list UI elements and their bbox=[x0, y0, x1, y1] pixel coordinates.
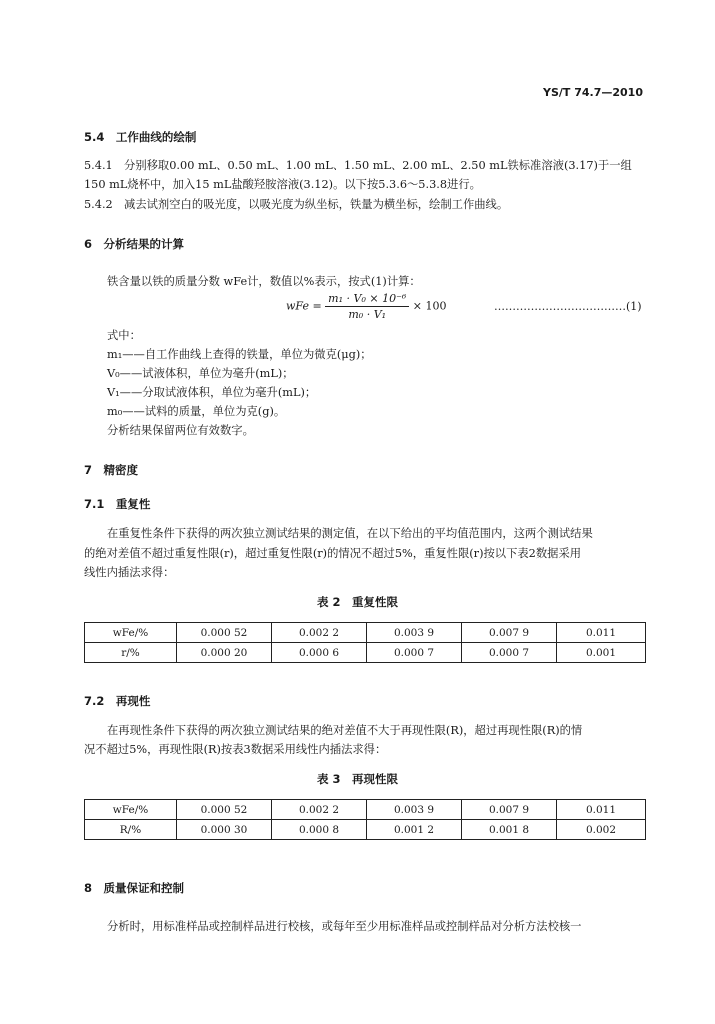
section-5-4-heading: 5.4 工作曲线的绘制 bbox=[84, 130, 197, 144]
formula bbox=[286, 292, 447, 321]
table-cell: 0.000 8 bbox=[272, 820, 367, 840]
formula-tail: × 100 bbox=[412, 299, 447, 313]
para-7-1-line2: 的绝对差值不超过重复性限(r)，超过重复性限(r)的情况不超过5%，重复性限(r)按以下表2数据采用 bbox=[84, 547, 582, 560]
para-8-line1: 分析时，用标准样品或控制样品进行校核，或每年至少用标准样品或控制样品对分析方法校核一 bbox=[107, 920, 582, 933]
table-cell: 0.002 2 bbox=[272, 800, 367, 820]
table-cell: 0.007 9 bbox=[462, 800, 557, 820]
standard-number: YS/T 74.7—2010 bbox=[543, 86, 643, 99]
table-cell: 0.003 9 bbox=[367, 623, 462, 643]
table-2-caption: 表 2 重复性限 bbox=[316, 595, 398, 609]
table-cell: 0.002 2 bbox=[272, 623, 367, 643]
table-cell: 0.000 20 bbox=[177, 643, 272, 663]
table-cell: 0.000 30 bbox=[177, 820, 272, 840]
section-7-2-heading: 7.2 再现性 bbox=[84, 694, 151, 708]
significant-digits-note: 分析结果保留两位有效数字。 bbox=[107, 424, 254, 437]
formula-numerator: m₁ · V₀ × 10⁻⁶ bbox=[325, 292, 409, 307]
table-cell: 0.000 52 bbox=[177, 623, 272, 643]
para-7-2-line2: 况不超过5%，再现性限(R)按表3数据采用线性内插法求得： bbox=[84, 743, 387, 756]
table-cell: 0.003 9 bbox=[367, 800, 462, 820]
table-cell: 0.007 9 bbox=[462, 623, 557, 643]
definition-v0: V₀——试液体积，单位为毫升(mL)； bbox=[107, 367, 294, 380]
table-cell: 0.001 8 bbox=[462, 820, 557, 840]
table-cell: 0.002 bbox=[557, 820, 646, 840]
table-3-caption: 表 3 再现性限 bbox=[316, 772, 398, 786]
table-cell: wFe/% bbox=[85, 800, 177, 820]
formula-number: ………………………………(1) bbox=[494, 300, 642, 313]
definition-m1: m₁——自工作曲线上查得的铁量，单位为微克(μg)； bbox=[107, 348, 372, 361]
para-7-1-line3: 线性内插法求得： bbox=[84, 566, 175, 579]
table-cell: 0.000 6 bbox=[272, 643, 367, 663]
section-7-heading: 7 精密度 bbox=[84, 463, 139, 477]
para-5-4-1-line1: 5.4.1 分别移取0.00 mL、0.50 mL、1.00 mL、1.50 mL、2.00 mL、2.50 mL铁标准溶液(3.17)于一组 bbox=[84, 159, 632, 172]
table-cell: 0.000 7 bbox=[367, 643, 462, 663]
definition-v1: V₁——分取试液体积，单位为毫升(mL)； bbox=[107, 386, 317, 399]
section-7-1-heading: 7.1 重复性 bbox=[84, 497, 151, 511]
table-cell: 0.011 bbox=[557, 800, 646, 820]
para-7-2-line1: 在再现性条件下获得的两次独立测试结果的绝对差值不大于再现性限(R)，超过再现性限(R)的情 bbox=[107, 724, 583, 737]
table-row bbox=[85, 623, 646, 643]
formula-lhs: wFe = bbox=[286, 299, 322, 313]
where-label: 式中： bbox=[107, 329, 141, 342]
formula-fraction bbox=[325, 292, 409, 321]
table-cell: wFe/% bbox=[85, 623, 177, 643]
section-8-heading: 8 质量保证和控制 bbox=[84, 881, 185, 895]
table-cell: 0.000 52 bbox=[177, 800, 272, 820]
section-6-heading: 6 分析结果的计算 bbox=[84, 237, 185, 251]
table-3-reproducibility bbox=[84, 799, 646, 840]
table-cell: 0.001 2 bbox=[367, 820, 462, 840]
para-5-4-1-line2: 150 mL烧杯中，加入15 mL盐酸羟胺溶液(3.12)。以下按5.3.6～5.3.8进行。 bbox=[84, 178, 481, 191]
para-5-4-2: 5.4.2 减去试剂空白的吸光度，以吸光度为纵坐标，铁量为横坐标，绘制工作曲线。 bbox=[84, 198, 509, 211]
para-7-1-line1: 在重复性条件下获得的两次独立测试结果的测定值，在以下给出的平均值范围内，这两个测试结果 bbox=[107, 527, 593, 540]
calc-intro: 铁含量以铁的质量分数 wFe计，数值以%表示，按式(1)计算： bbox=[107, 275, 421, 288]
table-2-repeatability bbox=[84, 622, 646, 663]
table-row bbox=[85, 800, 646, 820]
table-row bbox=[85, 820, 646, 840]
definition-m0: m₀——试料的质量，单位为克(g)。 bbox=[107, 405, 286, 418]
table-cell: 0.011 bbox=[557, 623, 646, 643]
formula-denominator: m₀ · V₁ bbox=[348, 308, 387, 321]
table-cell: R/% bbox=[85, 820, 177, 840]
table-cell: 0.000 7 bbox=[462, 643, 557, 663]
table-cell: r/% bbox=[85, 643, 177, 663]
table-cell: 0.001 bbox=[557, 643, 646, 663]
table-row bbox=[85, 643, 646, 663]
